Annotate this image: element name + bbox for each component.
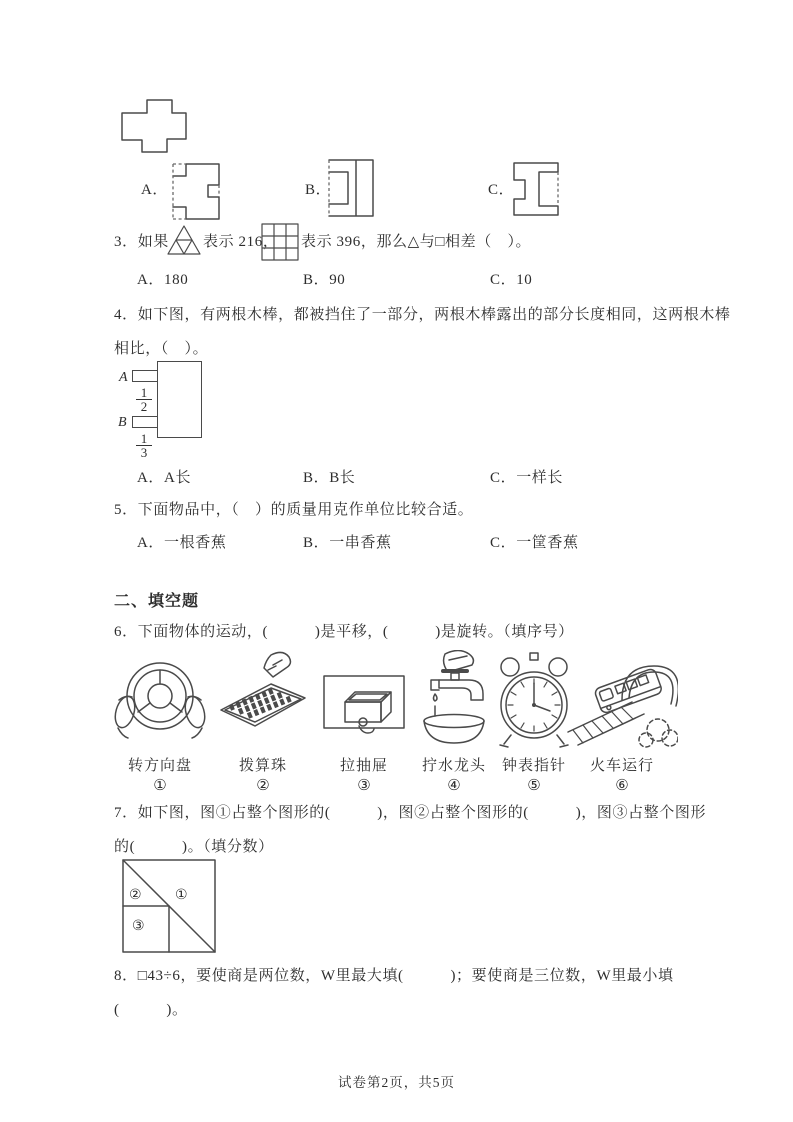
q3-triangle-symbol <box>167 224 201 256</box>
q4-cover-rect <box>157 361 202 438</box>
train-icon <box>566 648 678 748</box>
q6-item-steering-wheel <box>110 648 210 794</box>
q4-stick-b-label: B <box>118 415 127 430</box>
q2-option-c-label: C． <box>488 182 515 198</box>
q2-option-a-label: A． <box>141 182 169 198</box>
q3-option-a: A．180 <box>137 272 189 288</box>
q7-region-3-label: ③ <box>132 918 145 934</box>
q7-square-figure <box>122 859 216 953</box>
q6-item-number: ④ <box>447 776 461 794</box>
cross-shape-figure <box>121 99 187 154</box>
q2-shape-a <box>172 163 221 221</box>
q6-item-label: 拧水龙头 <box>421 758 486 774</box>
q4-stick-b <box>132 416 159 428</box>
q4-text-line1: 4．如下图，有两根木棒，都被挡住了一部分，两根木棒露出的部分长度相同，这两根木棒 <box>114 307 731 323</box>
clock-icon <box>491 648 577 748</box>
drawer-icon <box>321 648 407 748</box>
q6-item-label: 转方向盘 <box>127 758 192 774</box>
q4-fraction-b: $\frac{1}{3}$ <box>136 432 152 459</box>
q3-grid-symbol <box>261 223 299 261</box>
q6-item-number: ⑥ <box>615 776 629 794</box>
q5-text: 5．下面物品中，（ ）的质量用克作单位比较合适。 <box>114 502 474 518</box>
q6-item-number: ① <box>153 776 167 794</box>
q4-option-b: B．B长 <box>303 470 356 486</box>
q6-item-label: 拨算珠 <box>238 758 287 774</box>
q8-text-line2: ( )。 <box>114 1002 188 1018</box>
q2-option-b-label: B． <box>305 182 332 198</box>
q3-option-c: C．10 <box>490 272 533 288</box>
q6-item-number: ② <box>256 776 270 794</box>
q7-text-line1: 7．如下图，图①占整个图形的( )，图②占整个图形的( )，图③占整个图形 <box>114 805 707 821</box>
q6-item-train <box>572 648 672 794</box>
q3-text-part2: 表示 216， <box>203 234 279 250</box>
q4-option-a: A．A长 <box>137 470 192 486</box>
q3-text-part3: 表示 396，那么△与□相差（ ）。 <box>301 234 532 250</box>
q5-option-c: C．一筐香蕉 <box>490 535 579 551</box>
q6-item-abacus <box>213 648 313 794</box>
q5-option-b: B．一串香蕉 <box>303 535 392 551</box>
q4-option-c: C．一样长 <box>490 470 564 486</box>
faucet-icon <box>415 648 493 748</box>
q4-stick-a <box>132 370 159 382</box>
q4-text-line2: 相比，（ ）。 <box>114 341 209 357</box>
q6-item-number: ⑤ <box>527 776 541 794</box>
q4-stick-a-label: A <box>119 370 128 385</box>
q7-text-line2: 的( )。（填分数） <box>114 839 274 855</box>
section-2-title: 二、填空题 <box>114 593 200 610</box>
q7-region-2-label: ② <box>129 887 142 903</box>
steering-wheel-icon <box>114 648 206 748</box>
q5-option-a: A．一根香蕉 <box>137 535 227 551</box>
q6-item-drawer <box>314 648 414 794</box>
abacus-icon <box>213 648 313 748</box>
q8-text-line1: 8．□43÷6，要使商是两位数，W里最大填( )；要使商是三位数，W里最小填 <box>114 968 674 984</box>
q6-item-label: 拉抽屉 <box>339 758 388 774</box>
q2-shape-c <box>513 162 560 217</box>
q7-region-1-label: ① <box>175 887 188 903</box>
q2-shape-b <box>328 159 375 218</box>
q3-option-b: B．90 <box>303 272 346 288</box>
page-footer: 试卷第2页，共5页 <box>338 1075 455 1090</box>
q6-text: 6．下面物体的运动，( )是平移，( )是旋转。（填序号） <box>114 624 574 640</box>
q6-item-label: 火车运行 <box>589 758 654 774</box>
q6-item-label: 钟表指针 <box>501 758 566 774</box>
q6-item-number: ③ <box>357 776 371 794</box>
q3-text-part1: 3．如果 <box>114 234 169 250</box>
q4-fraction-a: $\frac{1}{2}$ <box>136 386 152 413</box>
